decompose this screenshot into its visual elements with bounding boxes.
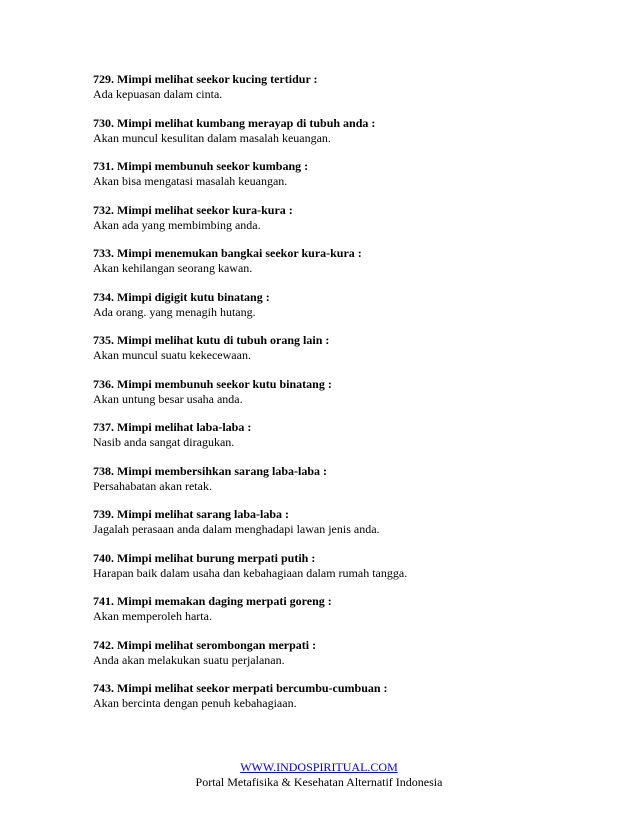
entry-title: 729. Mimpi melihat seekor kucing tertidur : bbox=[93, 72, 318, 86]
entry-title: 730. Mimpi melihat kumbang merayap di tubuh anda : bbox=[93, 115, 376, 130]
entry-meaning: Ada orang. yang menagih hutang. bbox=[93, 304, 256, 319]
entry-meaning: Anda akan melakukan suatu perjalanan. bbox=[93, 652, 285, 667]
entry-title: 732. Mimpi melihat seekor kura-kura : bbox=[93, 202, 293, 217]
entry-title: 731. Mimpi membunuh seekor kumbang : bbox=[93, 159, 309, 173]
dream-entry bbox=[93, 507, 593, 551]
entry-meaning: Akan ada yang membimbing anda. bbox=[93, 217, 261, 232]
dream-entry bbox=[93, 681, 593, 725]
entry-meaning: Akan bisa mengatasi masalah keuangan. bbox=[93, 174, 288, 188]
entry-title: 742. Mimpi melihat serombongan merpati : bbox=[93, 637, 317, 652]
entry-meaning: Ada kepuasan dalam cinta. bbox=[93, 87, 223, 101]
entry-title: 734. Mimpi digigit kutu binatang : bbox=[93, 289, 270, 304]
entry-meaning: Akan untung besar usaha anda. bbox=[93, 391, 243, 406]
dream-entry bbox=[93, 638, 593, 682]
entry-title: 735. Mimpi melihat kutu di tubuh orang lain : bbox=[93, 333, 330, 347]
entry-title: 743. Mimpi melihat seekor merpati bercumbu-cumbuan : bbox=[93, 681, 388, 695]
dream-entry bbox=[93, 116, 593, 160]
entry-meaning: Persahabatan akan retak. bbox=[93, 478, 212, 493]
footer-tagline: Portal Metafisika & Kesehatan Alternatif Indonesia bbox=[195, 775, 443, 789]
website-link[interactable]: WWW.INDOSPIRITUAL.COM bbox=[240, 760, 398, 774]
dream-entry bbox=[93, 246, 593, 290]
page-footer bbox=[0, 760, 638, 790]
entry-meaning: Akan bercinta dengan penuh kebahagiaan. bbox=[93, 696, 297, 710]
dream-entry bbox=[93, 203, 593, 247]
entry-meaning: Jagalah perasaan anda dalam menghadapi lawan jenis anda. bbox=[93, 522, 380, 536]
entry-meaning: Akan muncul suatu kekecewaan. bbox=[93, 348, 251, 362]
dream-entry bbox=[93, 551, 593, 595]
entry-title: 737. Mimpi melihat laba-laba : bbox=[93, 420, 252, 434]
dream-entry bbox=[93, 290, 593, 334]
entry-title: 740. Mimpi melihat burung merpati putih : bbox=[93, 550, 316, 565]
dream-entry bbox=[93, 420, 593, 464]
dream-entry bbox=[93, 72, 593, 116]
dream-entry bbox=[93, 594, 593, 638]
dream-entry bbox=[93, 377, 593, 421]
dream-entry bbox=[93, 333, 593, 377]
entry-title: 739. Mimpi melihat sarang laba-laba : bbox=[93, 507, 290, 521]
dream-entry bbox=[93, 464, 593, 508]
entry-title: 741. Mimpi memakan daging merpati goreng : bbox=[93, 594, 332, 608]
entry-title: 738. Mimpi membersihkan sarang laba-laba : bbox=[93, 463, 328, 478]
entry-title: 736. Mimpi membunuh seekor kutu binatang : bbox=[93, 376, 332, 391]
entry-meaning: Harapan baik dalam usaha dan kebahagiaan dalam rumah tangga. bbox=[93, 565, 408, 580]
entry-meaning: Nasib anda sangat diragukan. bbox=[93, 435, 235, 449]
entry-meaning: Akan kehilangan seorang kawan. bbox=[93, 261, 253, 275]
dream-entries-list bbox=[93, 72, 593, 725]
entry-meaning: Akan memperoleh harta. bbox=[93, 609, 212, 623]
entry-meaning: Akan muncul kesulitan dalam masalah keuangan. bbox=[93, 130, 331, 145]
entry-title: 733. Mimpi menemukan bangkai seekor kura-kura : bbox=[93, 246, 362, 260]
dream-entry bbox=[93, 159, 593, 203]
